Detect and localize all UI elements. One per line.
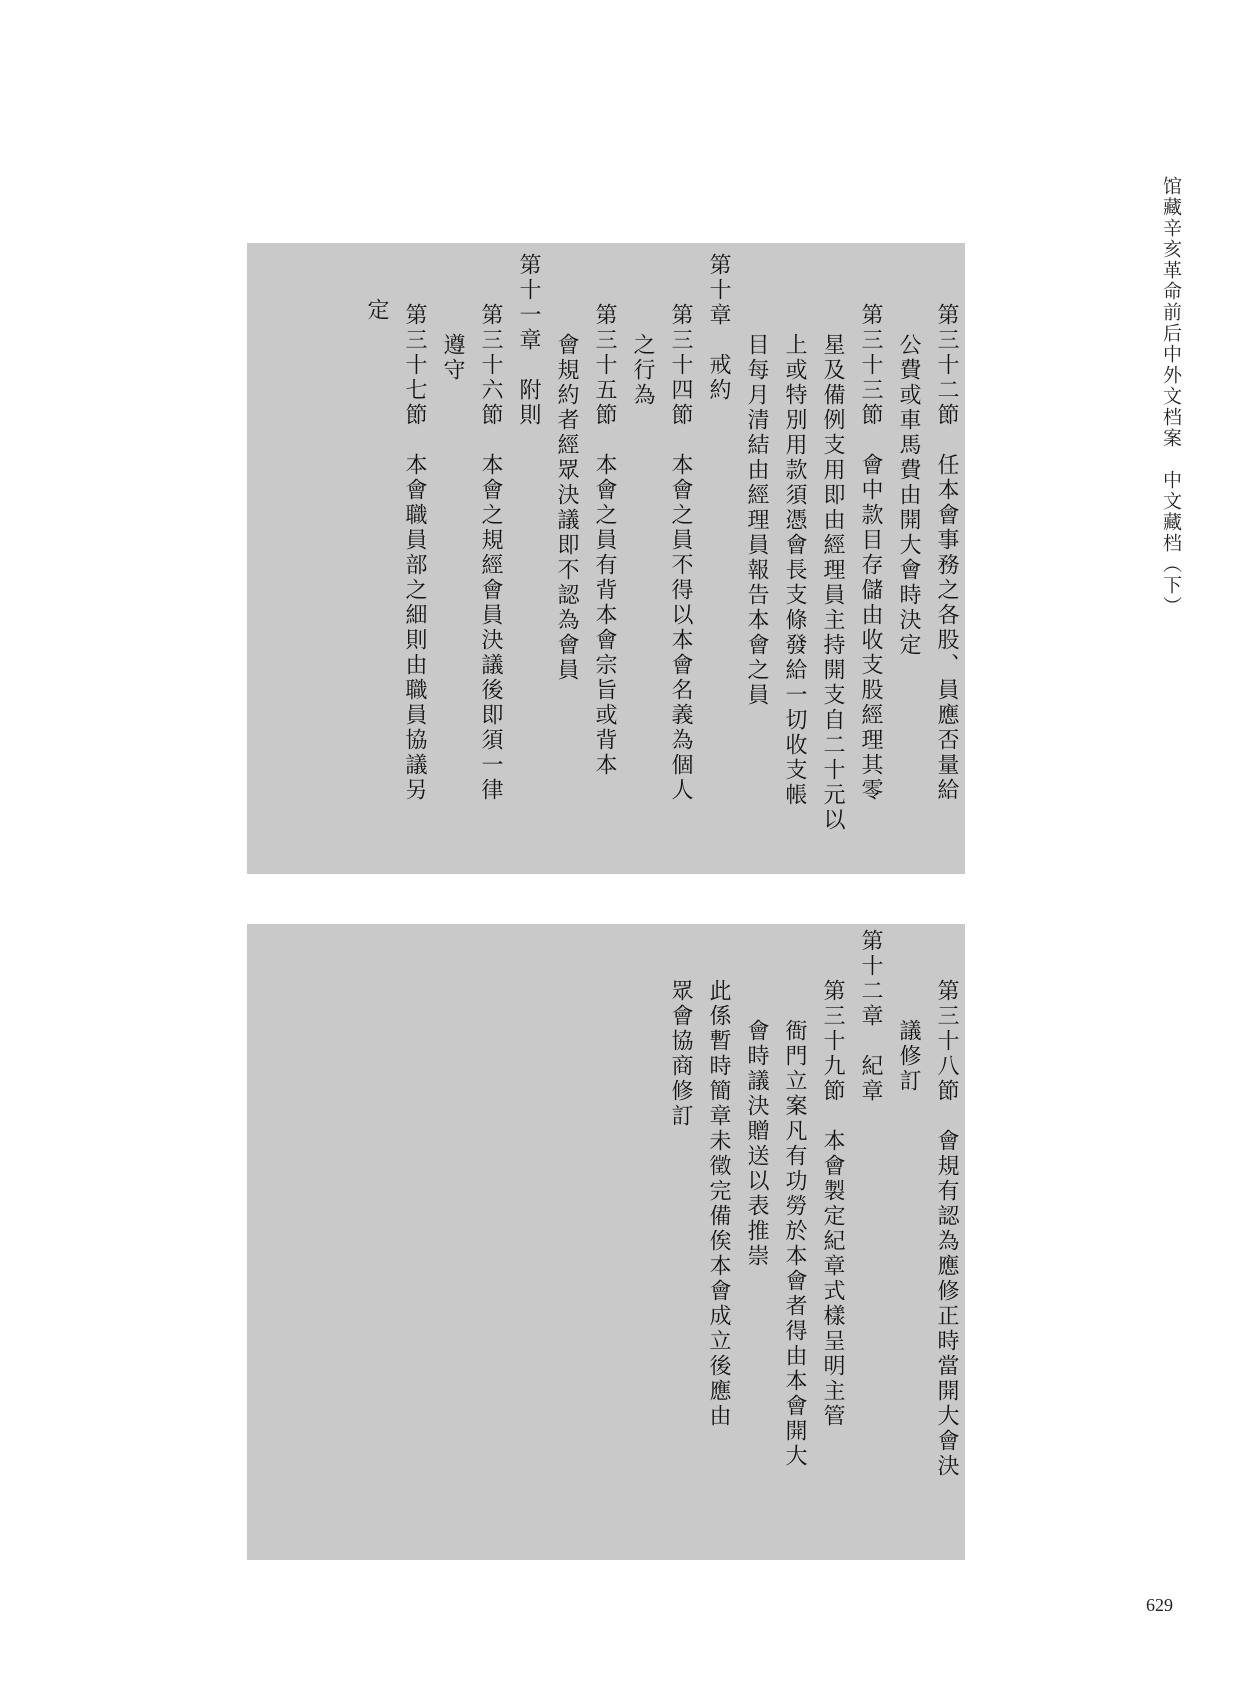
chapter-heading: 第十二章 紀章 [858,929,883,1104]
manuscript-line: 第三十三節 會中款目存儲由收支股經理其零 [858,303,883,803]
manuscript-line: 第三十九節 本會製定紀章式樣呈明主管 [820,979,845,1429]
manuscript-line: 星及備例支用即由經理員主持開支自二十元以 [820,333,845,833]
chapter-heading: 第十章 戒約 [706,253,731,403]
manuscript-line: 上或特別用款須憑會長支條發給一切收支帳 [782,333,807,808]
manuscript-line: 公費或車馬費由開大會時決定 [896,333,921,658]
manuscript-line: 第三十二節 任本會事務之各股、員應否量給 [934,303,959,803]
manuscript-line: 衙門立案凡有功勞於本會者得由本會開大 [782,1019,807,1469]
manuscript-line: 第三十八節 會規有認為應修正時當開大會決 [934,979,959,1479]
manuscript-line: 目每月清結由經理員報告本會之員 [744,333,769,708]
manuscript-line: 第三十五節 本會之員有背本會宗旨或背本 [592,303,617,778]
running-title: 馆藏辛亥革命前后中外文档案 中文藏档（下） [1160,176,1182,617]
manuscript-line: 會時議決贈送以表推崇 [744,1019,769,1269]
manuscript-line: 第三十六節 本會之規經會員決議後即須一律 [478,303,503,803]
manuscript-scan-bottom [247,924,965,1560]
manuscript-line: 定 [364,298,389,323]
manuscript-columns [357,243,965,874]
manuscript-line: 第三十七節 本會職員部之細則由職員協議另 [402,303,427,803]
manuscript-columns [661,924,965,1560]
manuscript-line: 議修訂 [896,1019,921,1094]
manuscript-line: 第三十四節 本會之員不得以本會名義為個人 [668,303,693,803]
page-number: 629 [1146,1595,1173,1615]
manuscript-scan-top [247,243,965,874]
manuscript-line: 眾會協商修訂 [668,979,693,1129]
manuscript-line: 此係暫時簡章未徵完備俟本會成立後應由 [706,979,731,1429]
manuscript-line: 遵守 [440,333,465,383]
manuscript-line: 會規約者經眾決議即不認為會員 [554,333,579,683]
manuscript-line: 之行為 [630,333,655,408]
chapter-heading: 第十一章 附則 [516,253,541,428]
